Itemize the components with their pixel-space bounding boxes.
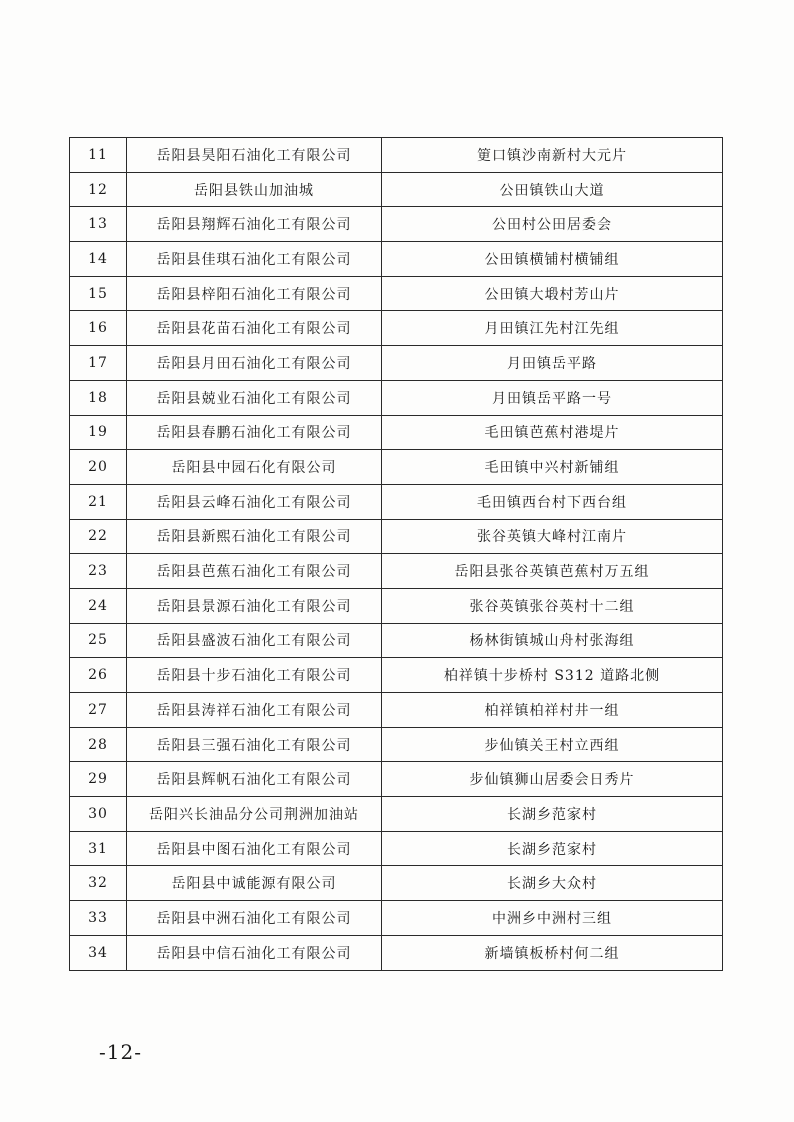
row-number-cell: 15: [70, 276, 127, 311]
gas-station-table: [69, 137, 723, 971]
company-name-cell: 岳阳县翔辉石油化工有限公司: [127, 207, 382, 242]
table-row: [70, 901, 723, 936]
row-number-cell: 31: [70, 831, 127, 866]
row-number-cell: 19: [70, 415, 127, 450]
company-name-cell: 岳阳县兢业石油化工有限公司: [127, 380, 382, 415]
table-row: [70, 588, 723, 623]
table-row: [70, 866, 723, 901]
company-name-cell: 岳阳兴长油品分公司荆洲加油站: [127, 797, 382, 832]
company-name-cell: 岳阳县梓阳石油化工有限公司: [127, 276, 382, 311]
company-name-cell: 岳阳县景源石油化工有限公司: [127, 588, 382, 623]
row-number-cell: 30: [70, 797, 127, 832]
address-cell: 张谷英镇张谷英村十二组: [382, 588, 723, 623]
page-number: -12-: [99, 1040, 142, 1064]
company-name-cell: 岳阳县涛祥石油化工有限公司: [127, 693, 382, 728]
table-row: [70, 623, 723, 658]
table-row: [70, 138, 723, 173]
address-cell: 长湖乡范家村: [382, 831, 723, 866]
address-cell: 长湖乡大众村: [382, 866, 723, 901]
row-number-cell: 18: [70, 380, 127, 415]
address-cell: 长湖乡范家村: [382, 797, 723, 832]
table-row: [70, 554, 723, 589]
company-name-cell: 岳阳县三强石油化工有限公司: [127, 727, 382, 762]
company-name-cell: 岳阳县新熙石油化工有限公司: [127, 519, 382, 554]
address-cell: 月田镇岳平路一号: [382, 380, 723, 415]
row-number-cell: 12: [70, 172, 127, 207]
address-cell: 步仙镇狮山居委会日秀片: [382, 762, 723, 797]
company-name-cell: 岳阳县花苗石油化工有限公司: [127, 311, 382, 346]
address-cell: 月田镇岳平路: [382, 346, 723, 381]
company-name-cell: 岳阳县佳琪石油化工有限公司: [127, 242, 382, 277]
row-number-cell: 17: [70, 346, 127, 381]
address-cell: 公田镇大塅村芳山片: [382, 276, 723, 311]
table-row: [70, 727, 723, 762]
address-cell: 毛田镇西台村下西台组: [382, 484, 723, 519]
row-number-cell: 24: [70, 588, 127, 623]
address-cell: 杨林街镇城山舟村张海组: [382, 623, 723, 658]
address-cell: 中洲乡中洲村三组: [382, 901, 723, 936]
address-cell: 公田镇横铺村横铺组: [382, 242, 723, 277]
address-cell: 张谷英镇大峰村江南片: [382, 519, 723, 554]
table-row: [70, 380, 723, 415]
row-number-cell: 21: [70, 484, 127, 519]
company-name-cell: 岳阳县中洲石油化工有限公司: [127, 901, 382, 936]
address-cell: 柏祥镇柏祥村井一组: [382, 693, 723, 728]
table-row: [70, 311, 723, 346]
address-cell: 毛田镇芭蕉村港堤片: [382, 415, 723, 450]
table-row: [70, 831, 723, 866]
row-number-cell: 28: [70, 727, 127, 762]
table-row: [70, 519, 723, 554]
address-cell: 步仙镇关王村立西组: [382, 727, 723, 762]
table-row: [70, 658, 723, 693]
row-number-cell: 13: [70, 207, 127, 242]
row-number-cell: 26: [70, 658, 127, 693]
row-number-cell: 29: [70, 762, 127, 797]
address-cell: 柏祥镇十步桥村 S312 道路北侧: [382, 658, 723, 693]
address-cell: 筻口镇沙南新村大元片: [382, 138, 723, 173]
table-row: [70, 415, 723, 450]
table-row: [70, 207, 723, 242]
table-row: [70, 797, 723, 832]
company-name-cell: 岳阳县辉帆石油化工有限公司: [127, 762, 382, 797]
row-number-cell: 20: [70, 450, 127, 485]
address-cell: 岳阳县张谷英镇芭蕉村万五组: [382, 554, 723, 589]
company-name-cell: 岳阳县中信石油化工有限公司: [127, 935, 382, 970]
row-number-cell: 32: [70, 866, 127, 901]
table-row: [70, 484, 723, 519]
company-name-cell: 岳阳县盛波石油化工有限公司: [127, 623, 382, 658]
table-row: [70, 242, 723, 277]
address-cell: 月田镇江先村江先组: [382, 311, 723, 346]
company-name-cell: 岳阳县中诚能源有限公司: [127, 866, 382, 901]
company-name-cell: 岳阳县中图石油化工有限公司: [127, 831, 382, 866]
table-row: [70, 172, 723, 207]
company-name-cell: 岳阳县春鹏石油化工有限公司: [127, 415, 382, 450]
row-number-cell: 11: [70, 138, 127, 173]
row-number-cell: 16: [70, 311, 127, 346]
table-body: [70, 138, 723, 971]
company-name-cell: 岳阳县昊阳石油化工有限公司: [127, 138, 382, 173]
company-name-cell: 岳阳县云峰石油化工有限公司: [127, 484, 382, 519]
address-cell: 新墙镇板桥村何二组: [382, 935, 723, 970]
table-row: [70, 346, 723, 381]
row-number-cell: 23: [70, 554, 127, 589]
address-cell: 公田村公田居委会: [382, 207, 723, 242]
row-number-cell: 34: [70, 935, 127, 970]
row-number-cell: 22: [70, 519, 127, 554]
company-name-cell: 岳阳县中园石化有限公司: [127, 450, 382, 485]
row-number-cell: 33: [70, 901, 127, 936]
row-number-cell: 27: [70, 693, 127, 728]
table-row: [70, 693, 723, 728]
company-name-cell: 岳阳县铁山加油城: [127, 172, 382, 207]
table-row: [70, 450, 723, 485]
row-number-cell: 25: [70, 623, 127, 658]
company-name-cell: 岳阳县十步石油化工有限公司: [127, 658, 382, 693]
row-number-cell: 14: [70, 242, 127, 277]
table-row: [70, 762, 723, 797]
table-row: [70, 276, 723, 311]
address-cell: 毛田镇中兴村新铺组: [382, 450, 723, 485]
company-name-cell: 岳阳县芭蕉石油化工有限公司: [127, 554, 382, 589]
table-row: [70, 935, 723, 970]
company-name-cell: 岳阳县月田石油化工有限公司: [127, 346, 382, 381]
address-cell: 公田镇铁山大道: [382, 172, 723, 207]
